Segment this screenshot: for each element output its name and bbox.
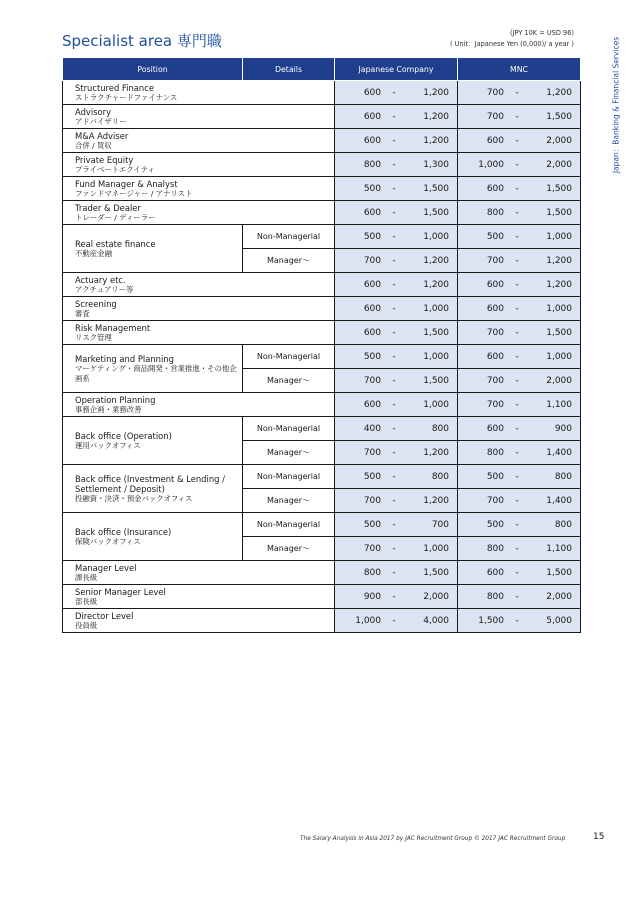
salary-min: 800 [486, 447, 504, 458]
salary-min: 600 [363, 135, 381, 146]
position-en: Actuary etc. [75, 274, 126, 285]
salary-min: 1,000 [478, 159, 504, 170]
range-dash: - [515, 423, 519, 434]
position-cell [63, 417, 243, 465]
salary-max: 2,000 [546, 135, 572, 146]
position-en: Risk Management [75, 322, 151, 333]
japanese-company-cell [335, 489, 458, 513]
position-jp: トレーダー / ディーラー [75, 212, 156, 222]
range-dash: - [392, 87, 396, 98]
table-row [63, 105, 581, 129]
range-dash: - [515, 543, 519, 554]
mnc-cell [458, 345, 581, 369]
mnc-cell [458, 81, 581, 105]
table-header-row [63, 58, 581, 81]
range-dash: - [515, 495, 519, 506]
salary-max: 1,100 [546, 543, 572, 554]
salary-min: 700 [486, 255, 504, 266]
japanese-company-cell [335, 321, 458, 345]
salary-max: 1,400 [546, 495, 572, 506]
salary-max: 1,200 [423, 255, 449, 266]
position-en: Structured Finance [75, 82, 154, 93]
mnc-cell [458, 201, 581, 225]
salary-max: 1,500 [546, 111, 572, 122]
salary-min: 800 [486, 543, 504, 554]
position-en: Operation Planning [75, 394, 156, 405]
range-dash: - [515, 111, 519, 122]
table-row [63, 585, 581, 609]
salary-max: 1,000 [423, 351, 449, 362]
salary-max: 800 [554, 519, 572, 530]
range-dash: - [515, 231, 519, 242]
japanese-company-cell [335, 585, 458, 609]
table-row [63, 417, 581, 441]
japanese-company-cell [335, 441, 458, 465]
range-dash: - [392, 159, 396, 170]
japanese-company-cell [335, 81, 458, 105]
position-en: Senior Manager Level [75, 586, 166, 597]
range-dash: - [515, 279, 519, 290]
detail-cell: Non-Managerial [243, 225, 335, 249]
japanese-company-cell [335, 537, 458, 561]
salary-max: 1,500 [546, 567, 572, 578]
salary-max: 2,000 [546, 591, 572, 602]
position-jp: アクチュアリー等 [75, 284, 134, 294]
mnc-cell [458, 225, 581, 249]
salary-max: 1,200 [423, 495, 449, 506]
salary-min: 500 [486, 471, 504, 482]
salary-min: 600 [486, 423, 504, 434]
japanese-company-cell [335, 129, 458, 153]
salary-min: 700 [486, 87, 504, 98]
mnc-cell [458, 273, 581, 297]
range-dash: - [392, 423, 396, 434]
salary-max: 2,000 [423, 591, 449, 602]
salary-max: 800 [431, 471, 449, 482]
salary-max: 1,200 [546, 255, 572, 266]
salary-max: 700 [431, 519, 449, 530]
range-dash: - [392, 495, 396, 506]
salary-min: 500 [363, 231, 381, 242]
salary-max: 1,300 [423, 159, 449, 170]
range-dash: - [392, 231, 396, 242]
range-dash: - [515, 447, 519, 458]
table-row [63, 561, 581, 585]
japanese-company-cell [335, 153, 458, 177]
position-en: Trader & Dealer [75, 202, 141, 213]
position-en: Private Equity [75, 154, 134, 165]
japanese-company-cell [335, 561, 458, 585]
position-jp: ストラクチャードファイナンス [75, 92, 178, 102]
range-dash: - [515, 303, 519, 314]
position-jp: 保険バックオフィス [75, 536, 141, 546]
range-dash: - [515, 591, 519, 602]
position-jp: 課長級 [75, 572, 98, 582]
table-row [63, 273, 581, 297]
salary-min: 700 [363, 543, 381, 554]
detail-cell: Non-Managerial [243, 465, 335, 489]
range-dash: - [515, 399, 519, 410]
position-cell [63, 513, 243, 561]
salary-min: 600 [363, 111, 381, 122]
salary-table [62, 57, 581, 633]
salary-max: 1,200 [423, 447, 449, 458]
salary-max: 1,200 [546, 87, 572, 98]
salary-max: 1,000 [546, 351, 572, 362]
position-cell [63, 201, 335, 225]
mnc-cell [458, 393, 581, 417]
detail-cell: Non-Managerial [243, 513, 335, 537]
table-row [63, 513, 581, 537]
salary-min: 600 [486, 351, 504, 362]
position-jp: アドバイザリー [75, 116, 127, 126]
position-jp: 審査 [75, 308, 90, 318]
position-cell [63, 177, 335, 201]
salary-min: 400 [363, 423, 381, 434]
range-dash: - [392, 615, 396, 626]
unit-note: ( Unit：Japanese Yen (0,000)/ a year ) [449, 40, 574, 48]
range-dash: - [392, 279, 396, 290]
currency-note: (JPY 10K = USD 96) [509, 29, 574, 37]
japanese-company-cell [335, 513, 458, 537]
mnc-cell [458, 441, 581, 465]
mnc-cell [458, 297, 581, 321]
salary-min: 600 [363, 327, 381, 338]
range-dash: - [392, 591, 396, 602]
header-mnc: MNC [458, 58, 581, 81]
salary-min: 500 [486, 519, 504, 530]
salary-max: 1,500 [423, 375, 449, 386]
table-row [63, 81, 581, 105]
side-label [608, 34, 624, 176]
salary-max: 1,500 [546, 207, 572, 218]
mnc-cell [458, 417, 581, 441]
detail-cell: Manager～ [243, 369, 335, 393]
position-jp: 不動産金融 [75, 248, 112, 258]
position-en: Fund Manager & Analyst [75, 178, 178, 189]
range-dash: - [392, 303, 396, 314]
position-en: M&A Adviser [75, 130, 129, 141]
salary-max: 1,000 [423, 543, 449, 554]
salary-min: 600 [486, 279, 504, 290]
detail-cell: Manager～ [243, 441, 335, 465]
position-jp: 合併 / 買収 [75, 140, 112, 150]
salary-min: 600 [363, 207, 381, 218]
japanese-company-cell [335, 273, 458, 297]
table-row [63, 297, 581, 321]
position-cell [63, 321, 335, 345]
position-jp: プライベートエクイティ [75, 164, 155, 174]
table-row [63, 201, 581, 225]
range-dash: - [392, 255, 396, 266]
salary-min: 800 [486, 591, 504, 602]
position-en: Manager Level [75, 562, 137, 573]
salary-min: 700 [363, 495, 381, 506]
salary-min: 700 [486, 327, 504, 338]
header-details: Details [243, 58, 335, 81]
salary-min: 500 [363, 183, 381, 194]
page-number: 15 [593, 832, 605, 842]
salary-min: 700 [486, 495, 504, 506]
position-en: Back office (Investment & Lending / Settlement / Deposit) [75, 473, 225, 494]
salary-max: 900 [554, 423, 572, 434]
salary-max: 1,000 [423, 231, 449, 242]
position-jp: リスク管理 [75, 332, 112, 342]
position-en: Back office (Operation) [75, 430, 172, 441]
range-dash: - [392, 567, 396, 578]
salary-min: 600 [486, 567, 504, 578]
japanese-company-cell [335, 393, 458, 417]
range-dash: - [392, 351, 396, 362]
table-row [63, 321, 581, 345]
japanese-company-cell [335, 465, 458, 489]
salary-min: 700 [363, 255, 381, 266]
mnc-cell [458, 129, 581, 153]
salary-min: 500 [486, 231, 504, 242]
japanese-company-cell [335, 225, 458, 249]
japanese-company-cell [335, 369, 458, 393]
range-dash: - [515, 375, 519, 386]
position-jp: 事務企画・業務改善 [75, 404, 142, 414]
salary-max: 4,000 [423, 615, 449, 626]
salary-min: 700 [486, 399, 504, 410]
salary-max: 1,200 [423, 135, 449, 146]
salary-min: 700 [363, 375, 381, 386]
position-jp: 投融資・決済・預金バックオフィス [75, 493, 193, 503]
mnc-cell [458, 537, 581, 561]
position-cell [63, 609, 335, 633]
position-jp: 部長級 [75, 596, 98, 606]
mnc-cell [458, 369, 581, 393]
range-dash: - [515, 327, 519, 338]
salary-min: 700 [486, 375, 504, 386]
salary-max: 1,200 [423, 279, 449, 290]
detail-cell: Non-Managerial [243, 417, 335, 441]
detail-cell: Non-Managerial [243, 345, 335, 369]
position-cell [63, 105, 335, 129]
salary-min: 600 [363, 279, 381, 290]
position-cell [63, 465, 243, 513]
salary-max: 1,500 [546, 183, 572, 194]
salary-min: 800 [363, 159, 381, 170]
range-dash: - [392, 447, 396, 458]
salary-min: 600 [363, 87, 381, 98]
table-row [63, 609, 581, 633]
salary-min: 600 [486, 183, 504, 194]
position-en: Director Level [75, 610, 134, 621]
position-cell [63, 585, 335, 609]
salary-min: 600 [486, 303, 504, 314]
mnc-cell [458, 561, 581, 585]
salary-min: 900 [363, 591, 381, 602]
position-en: Back office (Insurance) [75, 526, 172, 537]
range-dash: - [515, 255, 519, 266]
position-cell [63, 393, 335, 417]
detail-cell: Manager～ [243, 489, 335, 513]
table-row [63, 225, 581, 249]
salary-max: 1,500 [546, 327, 572, 338]
salary-max: 1,000 [423, 303, 449, 314]
salary-min: 1,500 [478, 615, 504, 626]
salary-max: 1,000 [546, 231, 572, 242]
range-dash: - [392, 519, 396, 530]
mnc-cell [458, 489, 581, 513]
position-en: Real estate finance [75, 238, 156, 249]
mnc-cell [458, 153, 581, 177]
salary-min: 500 [363, 351, 381, 362]
japanese-company-cell [335, 201, 458, 225]
mnc-cell [458, 177, 581, 201]
salary-max: 5,000 [546, 615, 572, 626]
table-row [63, 345, 581, 369]
japanese-company-cell [335, 105, 458, 129]
salary-max: 1,200 [423, 111, 449, 122]
salary-max: 1,500 [423, 183, 449, 194]
range-dash: - [392, 135, 396, 146]
page-title: Specialist area 専門職 [62, 32, 222, 50]
japanese-company-cell [335, 249, 458, 273]
japanese-company-cell [335, 345, 458, 369]
range-dash: - [392, 327, 396, 338]
japanese-company-cell [335, 417, 458, 441]
salary-max: 800 [431, 423, 449, 434]
salary-max: 1,000 [423, 399, 449, 410]
side-label-text: Japan：Banking & Financial Services [611, 36, 621, 174]
position-en: Advisory [75, 106, 112, 117]
position-cell [63, 81, 335, 105]
salary-max: 1,500 [423, 327, 449, 338]
range-dash: - [392, 471, 396, 482]
range-dash: - [515, 87, 519, 98]
salary-min: 1,000 [355, 615, 381, 626]
range-dash: - [515, 351, 519, 362]
mnc-cell [458, 105, 581, 129]
salary-min: 500 [363, 519, 381, 530]
range-dash: - [392, 543, 396, 554]
range-dash: - [392, 207, 396, 218]
position-cell [63, 345, 243, 393]
salary-max: 2,000 [546, 375, 572, 386]
range-dash: - [515, 519, 519, 530]
table-row [63, 465, 581, 489]
salary-max: 1,200 [423, 87, 449, 98]
japanese-company-cell [335, 609, 458, 633]
detail-cell: Manager～ [243, 537, 335, 561]
salary-max: 800 [554, 471, 572, 482]
range-dash: - [392, 399, 396, 410]
mnc-cell [458, 513, 581, 537]
range-dash: - [515, 615, 519, 626]
salary-min: 600 [486, 135, 504, 146]
header-position: Position [63, 58, 243, 81]
range-dash: - [515, 471, 519, 482]
position-en: Screening [75, 298, 117, 309]
footer-credit: The Salary Analysis in Asia 2017 by JAC Recruitment Group © 2017 JAC Recruitment Group [300, 836, 566, 842]
range-dash: - [515, 567, 519, 578]
detail-cell: Manager～ [243, 249, 335, 273]
range-dash: - [392, 111, 396, 122]
position-jp: ファンドマネージャー / アナリスト [75, 188, 193, 198]
salary-min: 700 [486, 111, 504, 122]
range-dash: - [392, 183, 396, 194]
range-dash: - [392, 375, 396, 386]
salary-min: 600 [363, 303, 381, 314]
table-row [63, 177, 581, 201]
table-row [63, 129, 581, 153]
header-japanese-company: Japanese Company [335, 58, 458, 81]
mnc-cell [458, 585, 581, 609]
range-dash: - [515, 207, 519, 218]
position-jp: 運用バックオフィス [75, 440, 141, 450]
salary-max: 1,000 [546, 303, 572, 314]
salary-max: 1,400 [546, 447, 572, 458]
salary-max: 2,000 [546, 159, 572, 170]
salary-max: 1,500 [423, 567, 449, 578]
japanese-company-cell [335, 177, 458, 201]
salary-max: 1,200 [546, 279, 572, 290]
mnc-cell [458, 609, 581, 633]
position-jp: 役員級 [75, 620, 98, 630]
salary-min: 600 [363, 399, 381, 410]
salary-min: 800 [363, 567, 381, 578]
range-dash: - [515, 183, 519, 194]
salary-min: 800 [486, 207, 504, 218]
position-cell [63, 129, 335, 153]
currency-note-block [450, 28, 574, 50]
mnc-cell [458, 465, 581, 489]
position-cell [63, 225, 243, 273]
position-cell [63, 153, 335, 177]
table-row [63, 393, 581, 417]
salary-max: 1,500 [423, 207, 449, 218]
salary-min: 700 [363, 447, 381, 458]
position-en: Marketing and Planning [75, 353, 174, 364]
mnc-cell [458, 249, 581, 273]
salary-min: 500 [363, 471, 381, 482]
range-dash: - [515, 135, 519, 146]
japanese-company-cell [335, 297, 458, 321]
position-jp: マーケティング・商品開発・営業推進・その他企画系 [75, 363, 237, 383]
mnc-cell [458, 321, 581, 345]
position-cell [63, 273, 335, 297]
position-cell [63, 561, 335, 585]
range-dash: - [515, 159, 519, 170]
table-row [63, 153, 581, 177]
position-cell [63, 297, 335, 321]
salary-max: 1,100 [546, 399, 572, 410]
